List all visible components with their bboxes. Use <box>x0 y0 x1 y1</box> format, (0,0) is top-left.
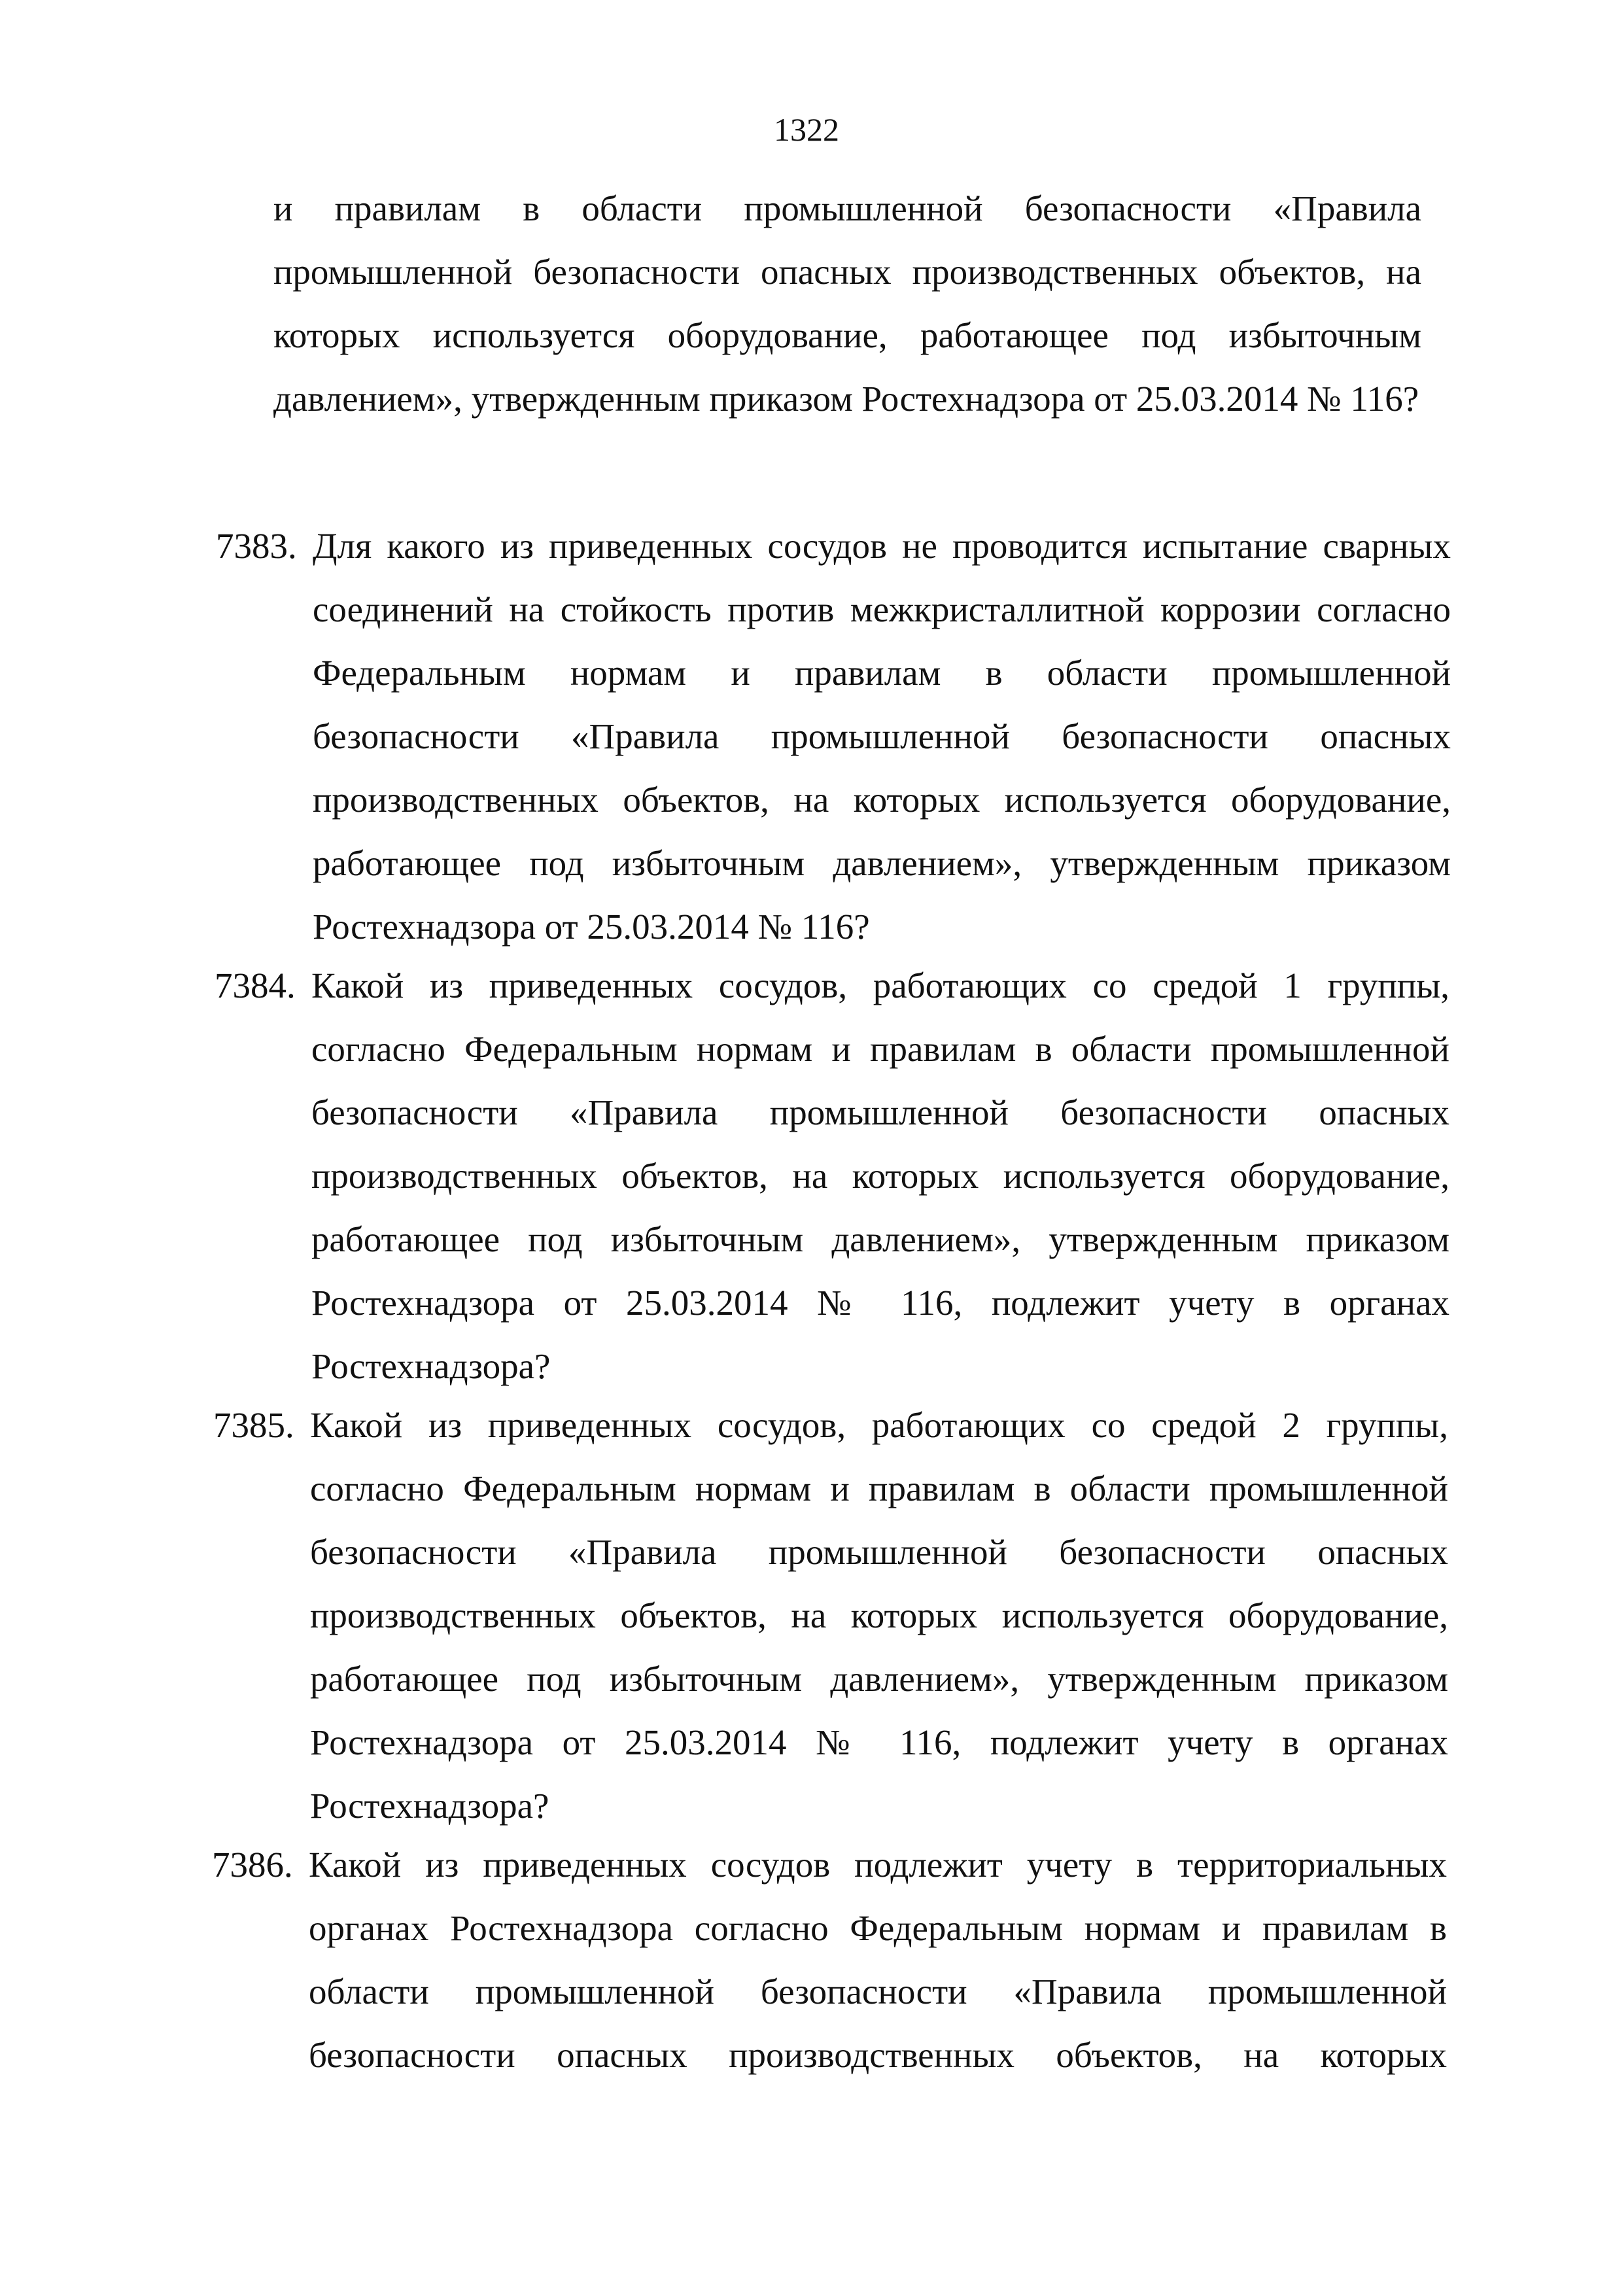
question-text: Какой из приведенных сосудов, работающих со средой 1 группы, согласно Федеральным нормам и правилам в области промышленной безопасности «Правила промышленной безопасности опасных производственных объектов, на которых используется оборудование, работающее под избыточным давлением», утвержденным приказом Ростехнадзора от 25.03.2014 № 116, подлежит учету в органах Ростехнадзора? <box>311 965 1449 1386</box>
question-text: Для какого из приведенных сосудов не проводится испытание сварных соединений на стойкость против межкристаллитной коррозии согласно Федеральным нормам и правилам в области промышленной безопасности «Правила промышленной безопасности опасных производственных объектов, на которых используется оборудование, работающее под избыточным давлением», утвержденным приказом Ростехнадзора от 25.03.2014 № 116? <box>313 526 1451 947</box>
question-text: Какой из приведенных сосудов подлежит учету в территориальных органах Ростехнадзора согласно Федеральным нормам и правилам в области промышленной безопасности «Правила промышленной безопасности опасных производственных объектов, на которых <box>309 1845 1447 2075</box>
continued-question-text: и правилам в области промышленной безопасности «Правила промышленной безопасности опасных производственных объектов, на которых используется оборудование, работающее под избыточным давлением», утвержденным приказом Ростехнадзора от 25.03.2014 № 116? <box>273 188 1421 419</box>
question-7386 <box>212 1833 1447 2087</box>
question-7385 <box>213 1393 1448 1837</box>
question-number: 7384. <box>215 965 296 1005</box>
question-text: Какой из приведенных сосудов, работающих со средой 2 группы, согласно Федеральным нормам и правилам в области промышленной безопасности «Правила промышленной безопасности опасных производственных объектов, на которых используется оборудование, работающее под избыточным давлением», утвержденным приказом Ростехнадзора от 25.03.2014 № 116, подлежит учету в органах Ростехнадзора? <box>310 1405 1448 1826</box>
question-7383 <box>216 514 1451 958</box>
question-number: 7383. <box>216 526 297 566</box>
page-number: 1322 <box>774 111 839 148</box>
question-number: 7386. <box>212 1845 293 1885</box>
question-7384 <box>215 954 1449 1398</box>
question-number: 7385. <box>213 1405 294 1445</box>
